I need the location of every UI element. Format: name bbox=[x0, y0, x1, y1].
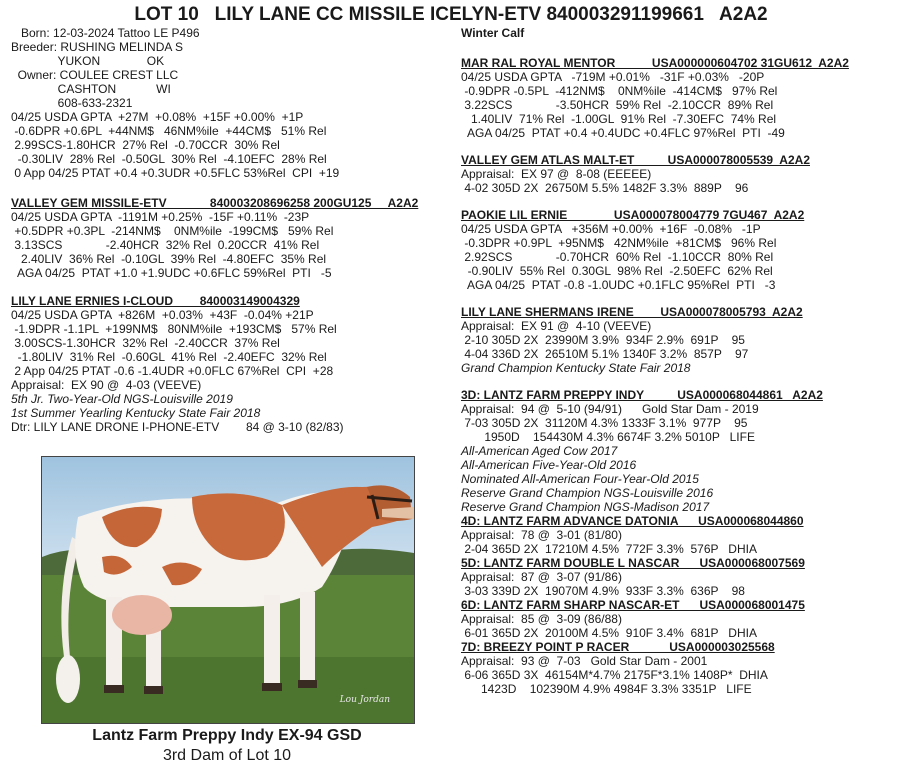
photo-caption: Lantz Farm Preppy Indy EX-94 GSD bbox=[92, 727, 362, 744]
mmgs-line: AGA 04/25 PTAT -0.8 -1.0UDC +0.1FLC 95%Rel PTI -3 bbox=[461, 278, 776, 292]
mmgs-line: 04/25 USDA GPTA +356M +0.00% +16F -0.08% -1P bbox=[461, 222, 761, 236]
cow-photo bbox=[41, 456, 415, 724]
dam-line: 3.00SCS-1.30HCR 32% Rel -2.40CCR 37% Rel bbox=[11, 336, 280, 350]
third-dam-line: 7-03 305D 2X 31120M 4.3% 1333F 3.1% 977P 95 bbox=[461, 416, 748, 430]
mgs-line: 1.40LIV 71% Rel -1.00GL 91% Rel -7.30EFC 74% Rel bbox=[461, 112, 777, 126]
fourth-dam-header: 4D: LANTZ FARM ADVANCE DATONIA USA000068044860 bbox=[461, 514, 804, 528]
class-label: Winter Calf bbox=[461, 26, 525, 40]
seventh-dam-block bbox=[461, 640, 896, 696]
third-dam-honor: All-American Five-Year-Old 2016 bbox=[461, 458, 637, 472]
third-dam-honor: Reserve Grand Champion NGS-Louisville 2016 bbox=[461, 486, 714, 500]
dam-block bbox=[11, 294, 451, 434]
seventh-dam-line: 1423D 102390M 4.9% 4984F 3.3% 3351P LIFE bbox=[461, 682, 752, 696]
mgs-header: MAR RAL ROYAL MENTOR USA000000604702 31GU612 A2A2 bbox=[461, 56, 849, 70]
genomic-line: 2.99SCS-1.80HCR 27% Rel -0.70CCR 30% Rel bbox=[11, 138, 280, 152]
lot-title: LOT 10 LILY LANE CC MISSILE ICELYN-ETV 840003291199661 A2A2 bbox=[134, 4, 768, 25]
sire-line: AGA 04/25 PTAT +1.0 +1.9UDC +0.6FLC 59%Rel PTI -5 bbox=[11, 266, 332, 280]
sixth-dam-header: 6D: LANTZ FARM SHARP NASCAR-ET USA000068001475 bbox=[461, 598, 805, 612]
mgd-line: 4-02 305D 2X 26750M 5.5% 1482F 3.3% 889P 96 bbox=[461, 181, 749, 195]
fourth-dam-block bbox=[461, 514, 896, 556]
dam-line: 04/25 USDA GPTA +826M +0.03% +43F -0.04% +21P bbox=[11, 308, 314, 322]
mgs-line: AGA 04/25 PTAT +0.4 +0.4UDC +0.4FLC 97%Rel PTI -49 bbox=[461, 126, 785, 140]
fifth-dam-line: 3-03 339D 2X 19070M 4.9% 933F 3.3% 636P 98 bbox=[461, 584, 745, 598]
mgd-block bbox=[461, 153, 896, 195]
seventh-dam-line: 6-06 365D 3X 46154M*4.7% 2175F*3.1% 1408P* DHIA bbox=[461, 668, 768, 682]
genomic-line: 0 App 04/25 PTAT +0.4 +0.3UDR +0.5FLC 53%Rel CPI +19 bbox=[11, 166, 340, 180]
mmgd-line: Appraisal: EX 91 @ 4-10 (VEEVE) bbox=[461, 319, 652, 333]
mmgd-honor: Grand Champion Kentucky State Fair 2018 bbox=[461, 361, 691, 375]
info-line: Breeder: RUSHING MELINDA S bbox=[11, 40, 184, 54]
mmgs-line: -0.90LIV 55% Rel 0.30GL 98% Rel -2.50EFC 62% Rel bbox=[461, 264, 773, 278]
mmgs-header: PAOKIE LIL ERNIE USA000078004779 7GU467 A2A2 bbox=[461, 208, 805, 222]
photographer-signature: Lou Jordan bbox=[339, 695, 390, 705]
sixth-dam-block bbox=[461, 598, 896, 640]
mgs-line: 3.22SCS -3.50HCR 59% Rel -2.10CCR 89% Rel bbox=[461, 98, 774, 112]
third-dam-line: Appraisal: 94 @ 5-10 (94/91) Gold Star Dam - 2019 bbox=[461, 402, 759, 416]
mgd-header: VALLEY GEM ATLAS MALT-ET USA000078005539 A2A2 bbox=[461, 153, 810, 167]
fifth-dam-line: Appraisal: 87 @ 3-07 (91/86) bbox=[461, 570, 622, 584]
third-dam-line: 1950D 154430M 4.3% 6674F 3.2% 5010P LIFE bbox=[461, 430, 755, 444]
cow-illustration bbox=[42, 457, 414, 723]
dam-line: 2 App 04/25 PTAT -0.6 -1.4UDR +0.0FLC 67%Rel CPI +28 bbox=[11, 364, 334, 378]
sire-line: 2.40LIV 36% Rel -0.10GL 39% Rel -4.80EFC 35% Rel bbox=[11, 252, 327, 266]
dam-line: -1.80LIV 31% Rel -0.60GL 41% Rel -2.40EFC 32% Rel bbox=[11, 350, 327, 364]
sire-line: 04/25 USDA GPTA -1191M +0.25% -15F +0.11% -23P bbox=[11, 210, 310, 224]
dam-line: -1.9DPR -1.1PL +199NM$ 80NM%ile +193CM$ 57% Rel bbox=[11, 322, 337, 336]
right-column bbox=[461, 26, 896, 696]
info-line: CASHTON WI bbox=[11, 82, 171, 96]
mmgs-line: -0.3DPR +0.9PL +95NM$ 42NM%ile +81CM$ 96% Rel bbox=[461, 236, 777, 250]
sire-line: +0.5DPR +0.3PL -214NM$ 0NM%ile -199CM$ 59% Rel bbox=[11, 224, 334, 238]
info-line: Born: 12-03-2024 Tattoo LE P496 bbox=[11, 26, 200, 40]
seventh-dam-header: 7D: BREEZY POINT P RACER USA000003025568 bbox=[461, 640, 775, 654]
third-dam-honor: Nominated All-American Four-Year-Old 2015 bbox=[461, 472, 699, 486]
fifth-dam-header: 5D: LANTZ FARM DOUBLE L NASCAR USA000068007569 bbox=[461, 556, 805, 570]
dam-honor: 1st Summer Yearling Kentucky State Fair 2018 bbox=[11, 406, 261, 420]
sixth-dam-line: Appraisal: 85 @ 3-09 (86/88) bbox=[461, 612, 622, 626]
sire-block bbox=[11, 196, 451, 280]
third-dam-block bbox=[461, 388, 896, 514]
photo-subcaption: 3rd Dam of Lot 10 bbox=[162, 747, 292, 764]
dam-line: Appraisal: EX 90 @ 4-03 (VEEVE) bbox=[11, 378, 202, 392]
mmgs-line: 2.92SCS -0.70HCR 60% Rel -1.10CCR 80% Rel bbox=[461, 250, 774, 264]
info-line: YUKON OK bbox=[11, 54, 165, 68]
fourth-dam-line: 2-04 365D 2X 17210M 4.5% 772F 3.3% 576P DHIA bbox=[461, 542, 757, 556]
third-dam-honor: Reserve Grand Champion NGS-Madison 2017 bbox=[461, 500, 710, 514]
dam-header: LILY LANE ERNIES I-CLOUD 840003149004329 bbox=[11, 294, 300, 308]
third-dam-header: 3D: LANTZ FARM PREPPY INDY USA000068044861 A2A2 bbox=[461, 388, 823, 402]
mmgs-block bbox=[461, 208, 896, 292]
mmgd-line: 4-04 336D 2X 26510M 5.1% 1340F 3.2% 857P 97 bbox=[461, 347, 749, 361]
sire-line: 3.13SCS -2.40HCR 32% Rel 0.20CCR 41% Rel bbox=[11, 238, 320, 252]
info-line: Owner: COULEE CREST LLC bbox=[11, 68, 179, 82]
info-line: 608-633-2321 bbox=[11, 96, 133, 110]
mgd-line: Appraisal: EX 97 @ 8-08 (EEEEE) bbox=[461, 167, 652, 181]
dam-daughter: Dtr: LILY LANE DRONE I-PHONE-ETV 84 @ 3-10 (82/83) bbox=[11, 420, 344, 434]
mmgd-header: LILY LANE SHERMANS IRENE USA000078005793 A2A2 bbox=[461, 305, 803, 319]
seventh-dam-line: Appraisal: 93 @ 7-03 Gold Star Dam - 2001 bbox=[461, 654, 708, 668]
dam-honor: 5th Jr. Two-Year-Old NGS-Louisville 2019 bbox=[11, 392, 233, 406]
mgs-block bbox=[461, 56, 896, 140]
mmgd-block bbox=[461, 305, 896, 375]
mgs-line: -0.9DPR -0.5PL -412NM$ 0NM%ile -414CM$ 97% Rel bbox=[461, 84, 778, 98]
genomic-line: -0.30LIV 28% Rel -0.50GL 30% Rel -4.10EFC 28% Rel bbox=[11, 152, 327, 166]
left-column bbox=[11, 26, 451, 434]
calf-info bbox=[11, 26, 451, 180]
genomic-line: -0.6DPR +0.6PL +44NM$ 46NM%ile +44CM$ 51% Rel bbox=[11, 124, 327, 138]
mmgd-line: 2-10 305D 2X 23990M 3.9% 934F 2.9% 691P 95 bbox=[461, 333, 745, 347]
mgs-line: 04/25 USDA GPTA -719M +0.01% -31F +0.03% -20P bbox=[461, 70, 765, 84]
sixth-dam-line: 6-01 365D 2X 20100M 4.5% 910F 3.4% 681P DHIA bbox=[461, 626, 757, 640]
genomic-line: 04/25 USDA GPTA +27M +0.08% +15F +0.00% +1P bbox=[11, 110, 304, 124]
fourth-dam-line: Appraisal: 78 @ 3-01 (81/80) bbox=[461, 528, 622, 542]
fifth-dam-block bbox=[461, 556, 896, 598]
third-dam-honor: All-American Aged Cow 2017 bbox=[461, 444, 618, 458]
sire-header: VALLEY GEM MISSILE-ETV 840003208696258 200GU125 A2A2 bbox=[11, 196, 419, 210]
